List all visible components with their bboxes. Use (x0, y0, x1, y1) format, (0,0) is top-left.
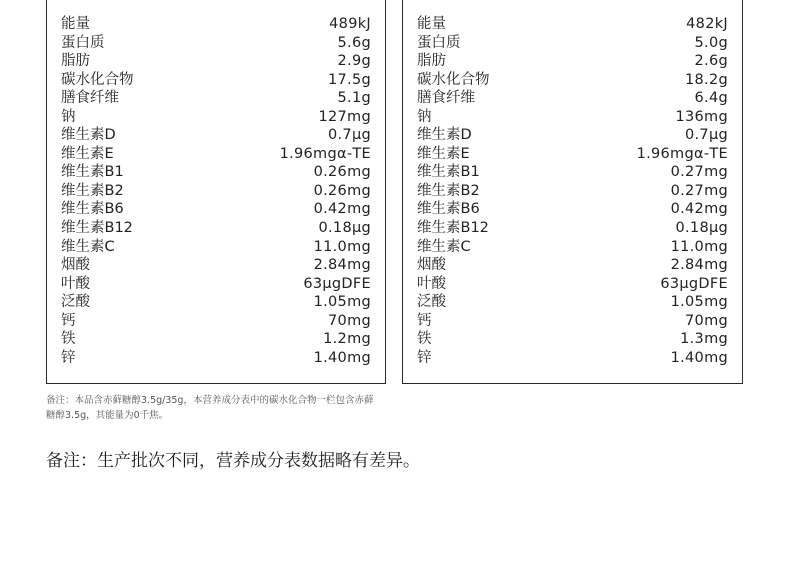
nutrient-row (417, 145, 728, 164)
nutrient-row (61, 34, 371, 53)
nutrient-value: 127mg (318, 108, 371, 125)
nutrient-name: 维生素D (61, 127, 116, 144)
nutrient-name: 泛酸 (417, 294, 446, 311)
nutrient-row (417, 126, 728, 145)
footnote-line-2: 糖醇3.5g，其能量为0千焦。 (46, 410, 169, 421)
nutrient-name: 维生素B6 (61, 201, 124, 218)
nutrient-row (61, 163, 371, 182)
nutrient-row (61, 52, 371, 71)
nutrient-row (417, 34, 728, 53)
nutrient-row (61, 275, 371, 294)
nutrient-row (417, 163, 728, 182)
nutrient-value: 2.84mg (670, 257, 728, 274)
nutrient-name: 叶酸 (61, 275, 90, 292)
nutrient-name: 维生素E (61, 145, 114, 162)
batch-remark: 备注：生产批次不同，营养成分表数据略有差异。 (46, 451, 420, 471)
nutrient-row (417, 275, 728, 294)
nutrient-row (417, 349, 728, 368)
nutrient-value: 63μgDFE (303, 275, 371, 292)
nutrient-value: 0.26mg (313, 182, 371, 199)
nutrient-name: 维生素B12 (61, 220, 133, 237)
nutrient-name: 碳水化合物 (417, 71, 490, 88)
nutrient-row (417, 312, 728, 331)
nutrient-name: 维生素B12 (417, 220, 489, 237)
nutrient-row (61, 293, 371, 312)
nutrient-row (417, 200, 728, 219)
nutrient-value: 5.0g (694, 34, 728, 51)
nutrient-value: 1.05mg (670, 294, 728, 311)
nutrient-value: 1.40mg (313, 349, 371, 366)
nutrient-value: 489kJ (329, 16, 371, 32)
nutrient-value: 0.7μg (328, 127, 371, 144)
nutrient-value: 0.42mg (670, 201, 728, 218)
nutrient-name: 蛋白质 (417, 34, 461, 51)
nutrient-row (417, 108, 728, 127)
nutrient-value: 11.0mg (670, 238, 728, 255)
nutrient-name: 维生素D (417, 127, 472, 144)
nutrient-value: 2.6g (694, 53, 728, 70)
footnote (46, 393, 406, 423)
nutrient-row (61, 108, 371, 127)
nutrient-value: 63μgDFE (660, 275, 728, 292)
nutrient-value: 18.2g (685, 71, 728, 88)
nutrient-row (417, 293, 728, 312)
nutrient-value: 5.1g (337, 90, 371, 107)
nutrient-value: 1.40mg (670, 349, 728, 366)
nutrient-row (417, 89, 728, 108)
nutrient-value: 0.26mg (313, 164, 371, 181)
nutrient-name: 维生素E (417, 145, 470, 162)
nutrient-name: 铁 (61, 331, 76, 348)
nutrient-row (61, 145, 371, 164)
nutrient-row (61, 219, 371, 238)
nutrient-row (61, 238, 371, 257)
nutrient-row (61, 330, 371, 349)
nutrient-value: 1.96mgα-TE (279, 145, 371, 162)
nutrient-name: 膳食纤维 (61, 90, 119, 107)
nutrient-value: 136mg (675, 108, 728, 125)
nutrient-name: 脂肪 (61, 53, 90, 70)
nutrient-name: 叶酸 (417, 275, 446, 292)
nutrient-name: 膳食纤维 (417, 90, 475, 107)
nutrient-row (417, 71, 728, 90)
nutrient-name: 能量 (61, 16, 90, 32)
nutrient-row (417, 256, 728, 275)
nutrient-name: 维生素C (61, 238, 115, 255)
nutrient-value: 0.27mg (670, 182, 728, 199)
nutrient-row (417, 330, 728, 349)
footnote-line-1: 备注：本品含赤藓糖醇3.5g/35g，本营养成分表中的碳水化合物一栏包含赤藓 (46, 395, 374, 406)
nutrient-value: 1.3mg (680, 331, 728, 348)
nutrient-name: 脂肪 (417, 53, 446, 70)
nutrient-name: 维生素B1 (417, 164, 480, 181)
nutrient-value: 0.42mg (313, 201, 371, 218)
nutrient-row (61, 15, 371, 34)
nutrient-row (417, 238, 728, 257)
nutrient-value: 70mg (328, 312, 371, 329)
nutrient-name: 铁 (417, 331, 432, 348)
nutrient-value: 17.5g (328, 71, 371, 88)
nutrient-row (417, 182, 728, 201)
nutrient-value: 2.84mg (313, 257, 371, 274)
nutrient-value: 5.6g (337, 34, 371, 51)
nutrient-row (61, 256, 371, 275)
nutrient-value: 70mg (685, 312, 728, 329)
nutrient-row (417, 15, 728, 34)
nutrition-table-right (402, 0, 743, 384)
nutrient-row (61, 312, 371, 331)
nutrient-name: 维生素B6 (417, 201, 480, 218)
nutrient-value: 0.18μg (318, 220, 371, 237)
nutrient-name: 泛酸 (61, 294, 90, 311)
nutrition-rows-left (61, 15, 371, 367)
nutrient-row (417, 219, 728, 238)
nutrient-row (61, 71, 371, 90)
nutrient-row (61, 126, 371, 145)
nutrient-name: 能量 (417, 16, 446, 32)
nutrient-name: 烟酸 (417, 257, 446, 274)
nutrient-name: 钠 (417, 108, 432, 125)
nutrient-name: 钙 (61, 312, 76, 329)
nutrient-value: 0.7μg (685, 127, 728, 144)
nutrient-name: 维生素C (417, 238, 471, 255)
nutrient-name: 烟酸 (61, 257, 90, 274)
nutrient-name: 碳水化合物 (61, 71, 134, 88)
nutrient-row (61, 200, 371, 219)
nutrient-name: 锌 (417, 349, 432, 366)
nutrient-value: 0.18μg (675, 220, 728, 237)
nutrient-value: 6.4g (694, 90, 728, 107)
nutrient-value: 1.96mgα-TE (636, 145, 728, 162)
nutrient-row (61, 89, 371, 108)
nutrient-value: 482kJ (686, 16, 728, 32)
nutrient-row (417, 52, 728, 71)
nutrient-name: 维生素B2 (61, 182, 124, 199)
nutrient-value: 1.2mg (323, 331, 371, 348)
nutrient-name: 钙 (417, 312, 432, 329)
nutrient-row (61, 182, 371, 201)
nutrient-row (61, 349, 371, 368)
nutrition-table-left (46, 0, 386, 384)
nutrient-name: 维生素B2 (417, 182, 480, 199)
nutrient-value: 1.05mg (313, 294, 371, 311)
nutrient-value: 11.0mg (313, 238, 371, 255)
nutrient-name: 蛋白质 (61, 34, 105, 51)
nutrient-name: 锌 (61, 349, 76, 366)
nutrient-value: 2.9g (337, 53, 371, 70)
nutrient-name: 钠 (61, 108, 76, 125)
nutrient-name: 维生素B1 (61, 164, 124, 181)
nutrition-rows-right (417, 15, 728, 367)
nutrient-value: 0.27mg (670, 164, 728, 181)
